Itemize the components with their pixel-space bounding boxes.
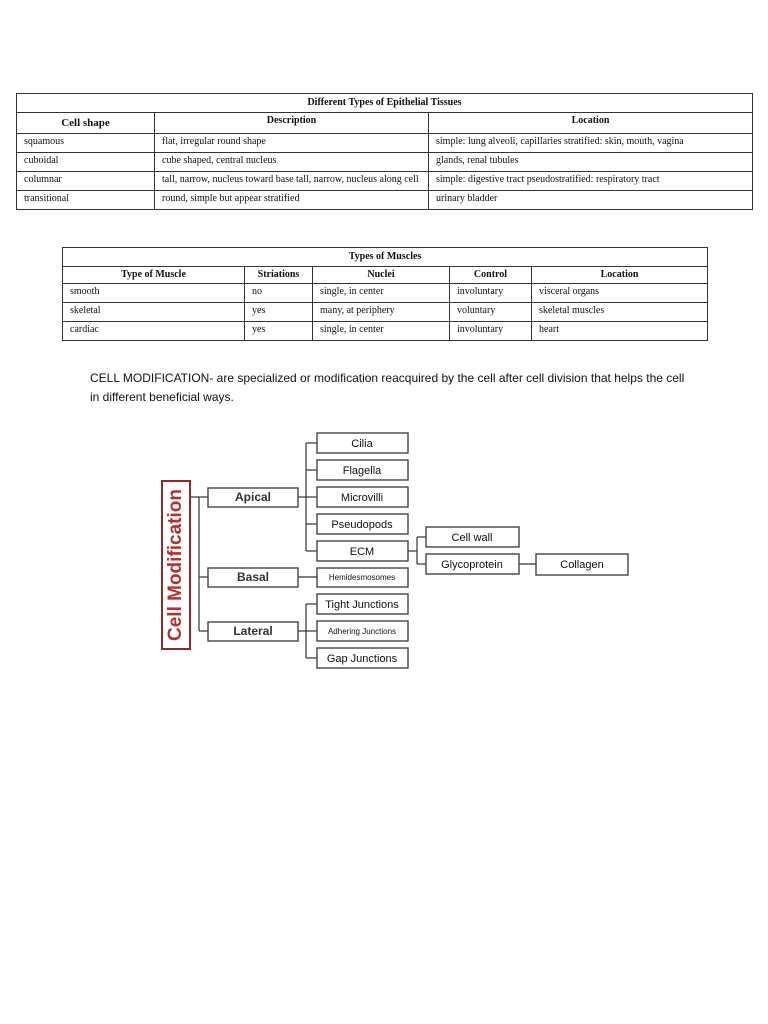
epithelial-header-description: Description: [155, 113, 429, 134]
table-cell: no: [245, 284, 313, 303]
table-cell: columnar: [17, 172, 155, 191]
table-cell: cube shaped, central nucleus: [155, 153, 429, 172]
table-cell: urinary bladder: [429, 191, 753, 210]
muscle-header-type: Type of Muscle: [63, 267, 245, 284]
table-row: [63, 284, 708, 303]
table-row: [17, 191, 753, 210]
table-cell: transitional: [17, 191, 155, 210]
table-cell: visceral organs: [532, 284, 708, 303]
table-cell: single, in center: [313, 284, 450, 303]
table-cell: squamous: [17, 134, 155, 153]
epithelial-table-title: Different Types of Epithelial Tissues: [17, 94, 753, 113]
item-label-microvilli: Microvilli: [340, 491, 384, 504]
muscle-header-striations: Striations: [245, 267, 313, 284]
muscle-types-table: [62, 247, 708, 341]
cell-modification-paragraph: [90, 369, 690, 407]
table-cell: cardiac: [63, 322, 245, 341]
item-label-adhering-junctions: Adhering Junctions: [327, 627, 397, 637]
epithelial-header-cell-shape: Cell shape: [17, 113, 155, 134]
table-row: [17, 153, 753, 172]
cell-modification-diagram: [0, 420, 768, 680]
item-label-glycoprotein: Glycoprotein: [441, 558, 503, 571]
category-label-lateral: Lateral: [233, 624, 273, 639]
item-label-gap-junctions: Gap Junctions: [326, 652, 398, 665]
item-label-tight-junctions: Tight Junctions: [325, 598, 399, 611]
table-cell: involuntary: [450, 322, 532, 341]
root-label: Cell Modification: [165, 489, 187, 641]
muscle-header-nuclei: Nuclei: [313, 267, 450, 284]
table-cell: skeletal: [63, 303, 245, 322]
item-label-hemidesmosomes: Hemidesmosomes: [328, 573, 396, 583]
table-cell: many, at periphery: [313, 303, 450, 322]
table-row: [17, 134, 753, 153]
table-cell: voluntary: [450, 303, 532, 322]
category-label-basal: Basal: [236, 570, 270, 585]
paragraph-lead: CELL MODIFICATION: [90, 371, 210, 385]
table-cell: simple: digestive tract pseudostratified: respiratory tract: [429, 172, 753, 191]
item-label-cilia: Cilia: [351, 437, 373, 450]
item-label-flagella: Flagella: [342, 464, 382, 477]
table-row: [63, 322, 708, 341]
muscle-table-title: Types of Muscles: [63, 248, 708, 267]
category-label-apical: Apical: [234, 490, 272, 505]
table-cell: heart: [532, 322, 708, 341]
table-cell: tall, narrow, nucleus toward base tall, narrow, nucleus along cell: [155, 172, 429, 191]
table-cell: glands, renal tubules: [429, 153, 753, 172]
table-cell: single, in center: [313, 322, 450, 341]
table-row: [63, 303, 708, 322]
item-label-ecm: ECM: [349, 545, 375, 558]
epithelial-tissues-table: [16, 93, 753, 210]
muscle-header-location: Location: [532, 267, 708, 284]
paragraph-text: - are specialized or modification reacquired by the cell after cell division that helps the cell in different beneficial ways.: [90, 371, 685, 404]
item-label-pseudopods: Pseudopods: [331, 518, 393, 531]
item-label-collagen: Collagen: [560, 558, 604, 571]
table-row: [17, 172, 753, 191]
item-label-cell-wall: Cell wall: [451, 531, 493, 544]
table-cell: smooth: [63, 284, 245, 303]
table-cell: skeletal muscles: [532, 303, 708, 322]
muscle-header-control: Control: [450, 267, 532, 284]
table-cell: round, simple but appear stratified: [155, 191, 429, 210]
table-cell: simple: lung alveoli, capillaries stratified: skin, mouth, vagina: [429, 134, 753, 153]
table-cell: yes: [245, 303, 313, 322]
table-cell: flat, irregular round shape: [155, 134, 429, 153]
table-cell: yes: [245, 322, 313, 341]
table-cell: involuntary: [450, 284, 532, 303]
epithelial-header-location: Location: [429, 113, 753, 134]
table-cell: cuboidal: [17, 153, 155, 172]
